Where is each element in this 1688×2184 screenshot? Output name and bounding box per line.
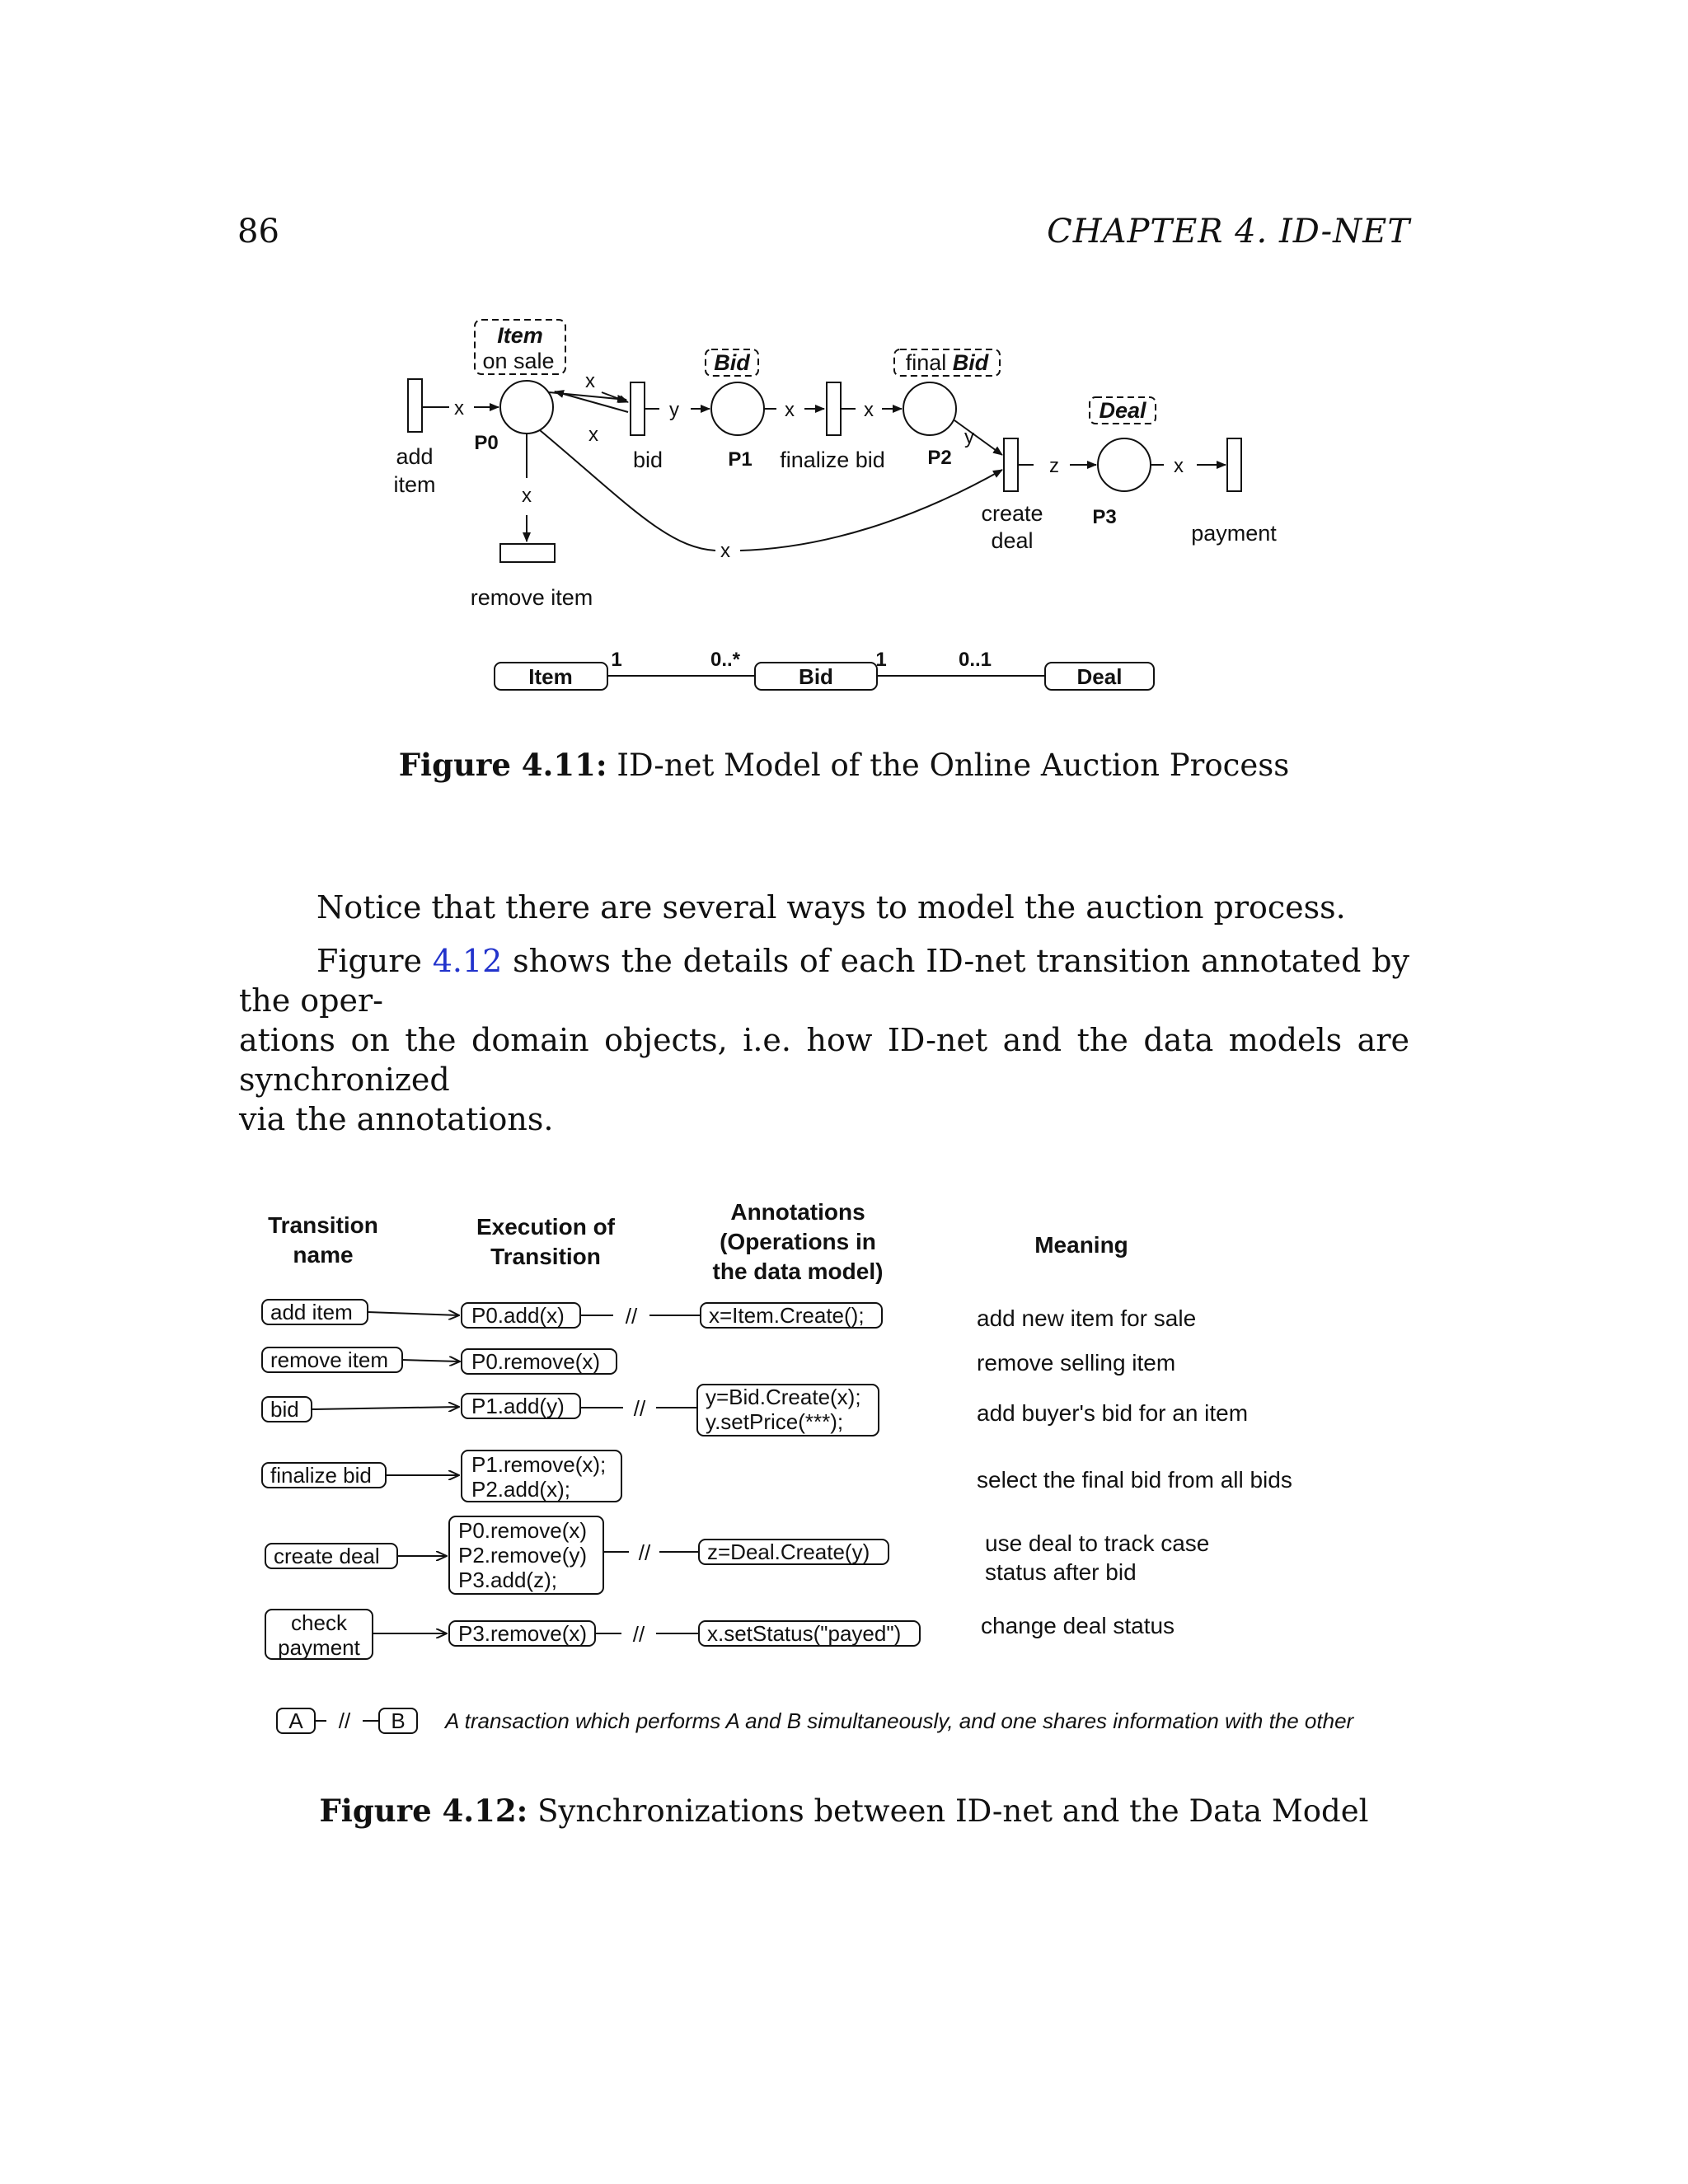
- svg-text:1: 1: [611, 649, 622, 671]
- table-headers: [268, 1199, 1128, 1284]
- svg-text:P2.add(x);: P2.add(x);: [471, 1477, 570, 1502]
- transition-payment: [1227, 438, 1241, 491]
- svg-text:0..1: 0..1: [958, 649, 992, 671]
- transition-create-deal: [1004, 438, 1018, 491]
- uml-class-diagram: [495, 649, 1154, 690]
- svg-text:P2.remove(y): P2.remove(y): [458, 1543, 588, 1568]
- svg-text:check: check: [291, 1610, 347, 1635]
- svg-text:add item: add item: [270, 1300, 353, 1324]
- sync-symbols: [626, 1304, 651, 1647]
- figure-4-12-link[interactable]: 4.12: [432, 943, 503, 979]
- svg-text://: //: [638, 1540, 651, 1565]
- svg-text:Annotations: Annotations: [730, 1199, 865, 1225]
- svg-text:B: B: [391, 1708, 406, 1733]
- svg-text:Execution of: Execution of: [476, 1214, 616, 1240]
- svg-text:P1.remove(x);: P1.remove(x);: [471, 1452, 607, 1477]
- svg-text:remove selling item: remove selling item: [977, 1350, 1176, 1376]
- place-p2: [903, 382, 956, 435]
- svg-text:use deal to track case: use deal to track case: [985, 1530, 1210, 1556]
- figure-4-12-text: Synchronizations between ID-net and the Data Model: [537, 1793, 1369, 1829]
- svg-text://: //: [338, 1708, 351, 1733]
- annotation-boxes: [697, 1303, 920, 1646]
- meaning-texts: [977, 1305, 1292, 1638]
- svg-text:P0.remove(x): P0.remove(x): [471, 1349, 601, 1374]
- transition-bid: [631, 382, 645, 435]
- svg-text:status after bid: status after bid: [985, 1559, 1137, 1585]
- svg-text:Meaning: Meaning: [1034, 1232, 1128, 1258]
- svg-text:P2: P2: [927, 447, 952, 469]
- figure-4-11-text: ID-net Model of the Online Auction Process: [617, 748, 1290, 783]
- svg-text:x.setStatus("payed"): x.setStatus("payed"): [707, 1621, 902, 1646]
- annotation-texts: [706, 1303, 901, 1646]
- svg-text:payment: payment: [278, 1635, 360, 1660]
- svg-text:Deal: Deal: [1076, 664, 1123, 689]
- svg-text:Item: Item: [528, 664, 573, 689]
- svg-text:remove item: remove item: [470, 585, 593, 610]
- svg-text:finalize bid: finalize bid: [780, 448, 885, 472]
- svg-text:change deal status: change deal status: [981, 1613, 1175, 1638]
- svg-text:deal: deal: [991, 528, 1034, 553]
- svg-text:x: x: [1174, 455, 1184, 477]
- svg-text:1: 1: [875, 649, 887, 671]
- svg-text:y: y: [669, 399, 679, 421]
- figure-4-11-label: Figure 4.11:: [398, 747, 607, 783]
- svg-text:Transition: Transition: [268, 1212, 378, 1238]
- chapter-title: CHAPTER 4. ID-NET: [1047, 213, 1410, 251]
- svg-text:finalize bid: finalize bid: [270, 1463, 372, 1488]
- svg-text:P0.add(x): P0.add(x): [471, 1303, 565, 1328]
- svg-text:Bid: Bid: [714, 350, 750, 375]
- svg-text:P3.remove(x): P3.remove(x): [458, 1621, 588, 1646]
- svg-text:Bid: Bid: [799, 664, 833, 689]
- page-number: 86: [237, 213, 279, 251]
- svg-text:add: add: [396, 444, 434, 469]
- svg-text:select the final bid from all: select the final bid from all bids: [977, 1467, 1292, 1493]
- svg-text:x: x: [454, 397, 464, 419]
- svg-text:on sale: on sale: [482, 349, 555, 373]
- transition-add-item: [408, 379, 422, 432]
- annotation-bid: [706, 349, 758, 376]
- svg-text:y: y: [964, 426, 974, 448]
- svg-text:name: name: [293, 1242, 354, 1268]
- svg-text:Transition: Transition: [490, 1244, 601, 1269]
- figure-4-11-caption: [0, 747, 1688, 783]
- transition-remove-item: [500, 544, 555, 562]
- svg-text://: //: [625, 1304, 638, 1329]
- svg-text:A: A: [288, 1708, 303, 1733]
- svg-text:Item: Item: [497, 323, 543, 348]
- svg-text:x=Item.Create();: x=Item.Create();: [709, 1303, 865, 1328]
- svg-text:bid: bid: [632, 448, 663, 472]
- figure-4-12-label: Figure 4.12:: [319, 1793, 528, 1829]
- svg-text:add buyer's bid for an item: add buyer's bid for an item: [977, 1400, 1249, 1426]
- svg-text:x: x: [588, 424, 598, 446]
- svg-text:x: x: [785, 399, 795, 421]
- transition-names: [270, 1300, 388, 1660]
- paragraph-1: Notice that there are several ways to model the auction process.: [316, 889, 1346, 926]
- svg-text:final Bid: final Bid: [905, 350, 989, 375]
- svg-text:create deal: create deal: [274, 1544, 380, 1568]
- svg-text:z=Deal.Create(y): z=Deal.Create(y): [707, 1540, 870, 1564]
- svg-text:x: x: [864, 399, 874, 421]
- legend: [277, 1708, 1355, 1733]
- svg-text:P3.add(z);: P3.add(z);: [458, 1568, 557, 1592]
- svg-text:P0: P0: [474, 432, 499, 454]
- svg-text:A transaction which performs A: A transaction which performs A and B simultaneously, and one shares information with the other: [445, 1708, 1354, 1733]
- svg-text:x: x: [522, 485, 532, 507]
- place-p1: [711, 382, 764, 435]
- svg-text:y.setPrice(***);: y.setPrice(***);: [706, 1409, 844, 1434]
- svg-text:payment: payment: [1191, 521, 1277, 546]
- svg-text:z: z: [1049, 455, 1059, 477]
- svg-text:P1.add(y): P1.add(y): [471, 1394, 565, 1418]
- svg-text:P1: P1: [728, 448, 753, 471]
- svg-text:0..*: 0..*: [710, 649, 741, 671]
- svg-text://: //: [632, 1622, 645, 1647]
- svg-text:Deal: Deal: [1099, 398, 1146, 423]
- transition-finalize-bid: [827, 382, 841, 435]
- svg-text:bid: bid: [270, 1397, 299, 1422]
- svg-text:x: x: [585, 370, 595, 392]
- place-p3: [1098, 438, 1151, 491]
- synchronization-table-diagram: [0, 1154, 1688, 1747]
- paragraph-2: Figure 4.12 shows the details of each ID-net transition annotated by the oper- ations on the domain objects, i.e. how ID-net and the data models are synchronized via the annotations.: [239, 943, 1409, 1137]
- svg-text:the data model): the data model): [712, 1258, 884, 1284]
- svg-text:remove item: remove item: [270, 1347, 389, 1372]
- svg-text:add new item for sale: add new item for sale: [977, 1305, 1197, 1331]
- idnet-auction-diagram: [0, 0, 1688, 742]
- svg-text:(Operations in: (Operations in: [720, 1229, 876, 1254]
- svg-text://: //: [633, 1396, 646, 1421]
- annotation-deal: [1090, 397, 1156, 424]
- place-p0: [500, 381, 553, 434]
- svg-text:P0.remove(x): P0.remove(x): [458, 1518, 588, 1543]
- svg-text:item: item: [393, 472, 436, 497]
- svg-text:P3: P3: [1092, 506, 1117, 528]
- annotation-item-on-sale: [475, 320, 565, 374]
- svg-text:create: create: [981, 501, 1043, 526]
- svg-text:y=Bid.Create(x);: y=Bid.Create(x);: [706, 1385, 861, 1409]
- figure-4-12-caption: [0, 1793, 1688, 1829]
- svg-text:x: x: [720, 540, 730, 562]
- annotation-final-bid: [894, 349, 1000, 376]
